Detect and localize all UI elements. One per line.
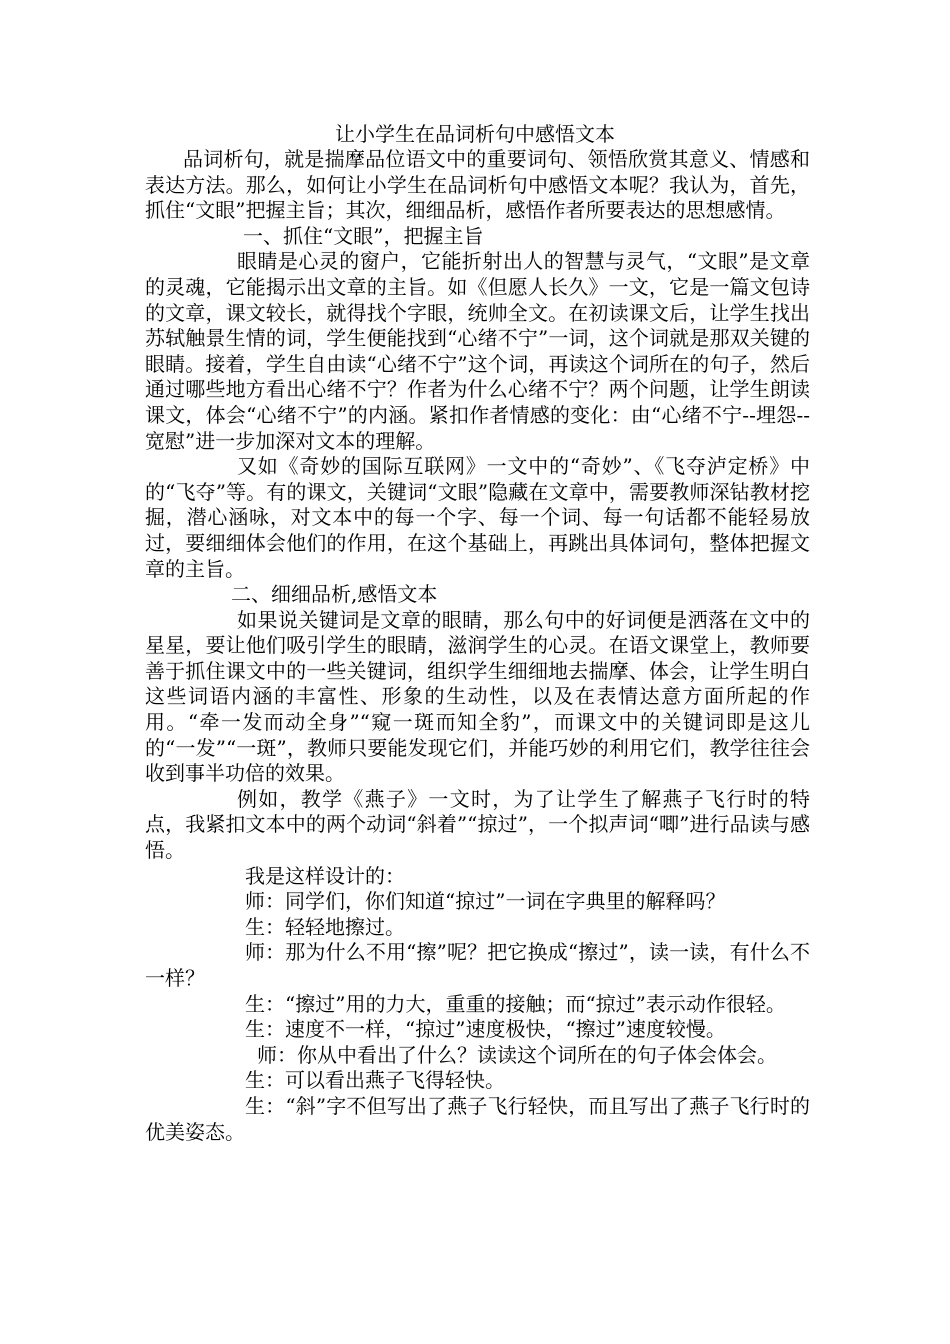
section-heading-2: 二、细细品析,感悟文本 [231, 582, 438, 607]
intro-paragraph: 品词析句，就是揣摩品位语文中的重要词句、领悟欣赏其意义、情感和表达方法。那么，如何让小学生在品词析句中感悟文本呢？我认为，首先，抓住“文眼”把握主旨；其次，细细品析，感悟作者所要表达的思想感情。 [145, 147, 810, 223]
dialog-line: 生：可以看出燕子飞得轻快。 [245, 1068, 505, 1093]
section-2-paragraph-1: 如果说关键词是文章的眼睛，那么句中的好词便是洒落在文中的星星，要让他们吸引学生的眼睛，滋润学生的心灵。在语文课堂上，教师要善于抓住课文中的一些关键词，组织学生细细地去揣摩、体会，让学生明白这些词语内涵的丰富性、形象的生动性，以及在表情达意方面所起的作用。“牵一发而动全身”“窥一斑而知全豹”，而课文中的关键词即是这儿的“一发”“一斑”，教师只要能发现它们，并能巧妙的利用它们，教学往往会收到事半功倍的效果。 [145, 607, 810, 786]
document-body [145, 147, 810, 1145]
dialog-line: 生：“擦过”用的力大，重重的接触；而“掠过”表示动作很轻。 [245, 991, 786, 1016]
section-2-paragraph-2: 例如，教学《燕子》一文时，为了让学生了解燕子飞行时的特点，我紧扣文本中的两个动词“斜着”“掠过”，一个拟声词“唧”进行品读与感悟。 [145, 786, 810, 863]
dialog-line: 生：轻轻地擦过。 [245, 914, 405, 939]
dialog-line: 师：同学们，你们知道“掠过”一词在字典里的解释吗？ [245, 889, 726, 914]
dialog-line: 生：速度不一样，“掠过”速度极快，“擦过”速度较慢。 [245, 1017, 726, 1042]
dialog-line: 师：那为什么不用“擦”呢？把它换成“擦过”，读一读，有什么不一样？ [145, 940, 810, 990]
dialog-line: 师：你从中看出了什么？读读这个词所在的句子体会体会。 [257, 1042, 777, 1067]
dialog-intro: 我是这样设计的： [245, 863, 405, 888]
dialog-line: 生：“斜”字不但写出了燕子飞行轻快，而且写出了燕子飞行时的优美姿态。 [145, 1093, 810, 1144]
section-heading-1: 一、抓住“文眼”，把握主旨 [243, 223, 484, 248]
section-1-paragraph-2: 又如《奇妙的国际互联网》一文中的“奇妙”、《飞夺泸定桥》中的“飞夺”等。有的课文，关键词“文眼”隐藏在文章中，需要教师深钻教材挖掘，潜心涵咏，对文本中的每一个字、每一个词、每一句话都不能轻易放过，要细细体会他们的作用，在这个基础上，再跳出具体词句，整体把握文章的主旨。 [145, 454, 810, 581]
section-1-paragraph-1: 眼睛是心灵的窗户，它能折射出人的智慧与灵气，“文眼”是文章的灵魂，它能揭示出文章的主旨。如《但愿人长久》一文，它是一篇文包诗的文章，课文较长，就得找个字眼，统帅全文。在初读课文后，让学生找出苏轼触景生情的词，学生便能找到“心绪不宁”一词，这个词就是那双关键的眼睛。接着，学生自由读“心绪不宁”这个词，再读这个词所在的句子，然后通过哪些地方看出心绪不宁？作者为什么心绪不宁？两个问题，让学生朗读课文，体会“心绪不宁”的内涵。紧扣作者情感的变化：由“心绪不宁--埋怨--宽慰”进一步加深对文本的理解。 [145, 249, 810, 453]
document-title: 让小学生在品词析句中感悟文本 [335, 122, 615, 146]
